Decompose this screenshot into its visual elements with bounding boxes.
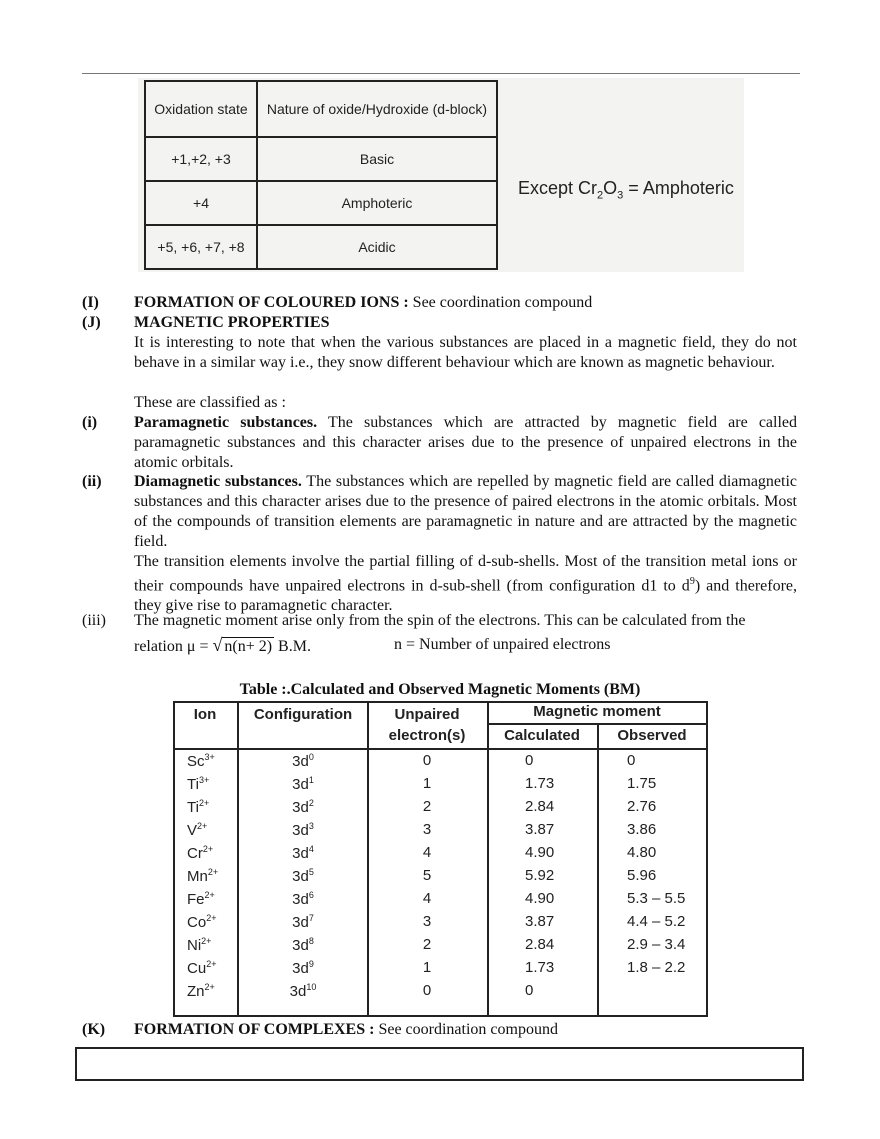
cell-ion: $Fe^{2+}$: [187, 890, 215, 908]
cell-observed: 4.4 – 5.2: [627, 913, 686, 930]
item-label: (i): [82, 414, 98, 431]
cell-ion: $Cu^{2+}$: [187, 959, 217, 977]
table-border: [173, 701, 175, 1017]
cell-observed: 5.96: [627, 867, 657, 884]
classified-text: These are classified as :: [134, 394, 286, 411]
magnetic-intro: It is interesting to note that when the various substances are placed in a magnetic field, they do not behave in a similar way i.e., they snow different behaviour which are known as magnetic behaviour.: [134, 334, 797, 371]
cell-calculated: 0: [525, 982, 534, 999]
header-magnetic-moment: Magnetic moment: [533, 703, 661, 720]
header-calculated: Calculated: [504, 727, 580, 744]
cell-unpaired: 0: [422, 752, 432, 769]
section-i-line: FORMATION OF COLOURED IONS : See coordination compound: [134, 294, 593, 311]
cell-calculated: 3.87: [525, 913, 555, 930]
cell-configuration: $3d^6$: [292, 890, 314, 908]
cell-configuration: $3d^1$: [292, 775, 314, 793]
cell-unpaired: 1: [422, 775, 432, 792]
cell-observed: 1.8 – 2.2: [627, 959, 686, 976]
item-label: (iii): [82, 612, 106, 629]
oxide-cell: Acidic: [257, 225, 497, 269]
oxide-cell: +5, +6, +7, +8: [145, 225, 257, 269]
table-divider: [487, 701, 489, 1017]
cell-observed: 2.76: [627, 798, 657, 815]
cell-unpaired: 4: [422, 890, 432, 907]
magnetic-moment-formula: relation μ = √ n(n+ 2) B.M.: [134, 635, 311, 655]
cell-calculated: 1.73: [525, 775, 555, 792]
cell-observed: 3.86: [627, 821, 657, 838]
magnetic-moment-table: [173, 701, 708, 1017]
cell-unpaired: 0: [422, 982, 432, 999]
section-label: (I): [82, 294, 99, 311]
cell-ion: $Co^{2+}$: [187, 913, 217, 931]
cell-calculated: 2.84: [525, 798, 555, 815]
section-label: (K): [82, 1021, 106, 1038]
cell-ion: $Zn^{2+}$: [187, 982, 215, 1000]
oxide-cell: +1,+2, +3: [145, 137, 257, 181]
cell-ion: $Mn^{2+}$: [187, 867, 219, 885]
header-rule: [82, 73, 800, 74]
cell-configuration: $3d^3$: [292, 821, 314, 839]
cell-ion: $Ti^{2+}$: [187, 798, 210, 816]
table-border: [173, 1015, 708, 1017]
oxide-cell: Basic: [257, 137, 497, 181]
section-j-title: MAGNETIC PROPERTIES: [134, 314, 330, 331]
cell-configuration: $3d^{10}$: [289, 982, 317, 1000]
header-unpaired: Unpaired: [394, 706, 460, 723]
section-label: (J): [82, 314, 101, 331]
cell-observed: 5.3 – 5.5: [627, 890, 686, 907]
header-unpaired-2: electron(s): [388, 727, 466, 744]
cell-ion: $Cr^{2+}$: [187, 844, 214, 862]
section-k-line: FORMATION OF COMPLEXES : See coordination compound: [134, 1021, 558, 1038]
oxide-header-nature: Nature of oxide/Hydroxide (d-block): [257, 81, 497, 137]
header-ion: Ion: [193, 706, 217, 723]
transition-paragraph: The transition elements involve the partial filling of d-sub-shells. Most of the transition metal ions or their compounds have unpaired electrons in d-sub-shell (from configuration d1 to $d^9$) and therefore, they give rise to paramagnetic character.: [134, 553, 798, 615]
cell-calculated: 1.73: [525, 959, 555, 976]
magnetic-moment-text: The magnetic moment arise only from the spin of the electrons. This can be calculated from the: [134, 612, 746, 629]
footer-box: [75, 1047, 804, 1081]
item-label: (ii): [82, 473, 102, 490]
cell-calculated: 4.90: [525, 844, 555, 861]
cell-ion: $Ni^{2+}$: [187, 936, 212, 954]
oxide-cell: +4: [145, 181, 257, 225]
table-divider: [597, 723, 599, 1017]
cell-calculated: 0: [525, 752, 534, 769]
cell-observed: 0: [627, 752, 636, 769]
cell-configuration: $3d^0$: [292, 752, 314, 770]
cell-calculated: 4.90: [525, 890, 555, 907]
cell-ion: $Sc^{3+}$: [187, 752, 215, 770]
paramagnetic-paragraph: Paramagnetic substances. The substances which are attracted by magnetic field are called paramagnetic substances and this character arises due to the presence of unpaired electrons in the atomic orbitals.: [134, 414, 798, 471]
cell-observed: 1.75: [627, 775, 657, 792]
header-configuration: Configuration: [253, 706, 353, 723]
oxide-nature-table: [144, 80, 498, 270]
cell-configuration: $3d^2$: [292, 798, 314, 816]
unpaired-definition: n = Number of unpaired electrons: [394, 636, 611, 653]
cell-unpaired: 3: [422, 821, 432, 838]
cell-unpaired: 2: [422, 936, 432, 953]
cell-configuration: $3d^5$: [292, 867, 314, 885]
oxide-cell: Amphoteric: [257, 181, 497, 225]
cell-calculated: 5.92: [525, 867, 555, 884]
cell-ion: $V^{2+}$: [187, 821, 208, 839]
cell-unpaired: 1: [422, 959, 432, 976]
cell-unpaired: 2: [422, 798, 432, 815]
table-divider: [173, 748, 708, 750]
cell-configuration: $3d^8$: [292, 936, 314, 954]
cell-ion: $Ti^{3+}$: [187, 775, 210, 793]
except-note: Except $Cr_2O_3$ = Amphoteric: [518, 178, 734, 202]
cell-observed: 2.9 – 3.4: [627, 936, 686, 953]
header-observed: Observed: [617, 727, 687, 744]
cell-unpaired: 4: [422, 844, 432, 861]
oxide-table-figure: [138, 78, 744, 272]
cell-configuration: $3d^9$: [292, 959, 314, 977]
cell-calculated: 2.84: [525, 936, 555, 953]
cell-configuration: $3d^7$: [292, 913, 314, 931]
cell-calculated: 3.87: [525, 821, 555, 838]
cell-configuration: $3d^4$: [292, 844, 314, 862]
cell-unpaired: 5: [422, 867, 432, 884]
diamagnetic-paragraph: Diamagnetic substances. The substances which are repelled by magnetic field are called diamagnetic substances and this character arises due to the presence of paired electrons in the atomic orbitals. Most of the compounds of transition elements are paramagnetic in nature and are attracted by the magnetic field.: [134, 473, 798, 550]
cell-unpaired: 3: [422, 913, 432, 930]
oxide-header-state: Oxidation state: [145, 81, 257, 137]
magnetic-table-caption: Table :.Calculated and Observed Magnetic Moments (BM): [239, 681, 641, 698]
cell-observed: 4.80: [627, 844, 657, 861]
